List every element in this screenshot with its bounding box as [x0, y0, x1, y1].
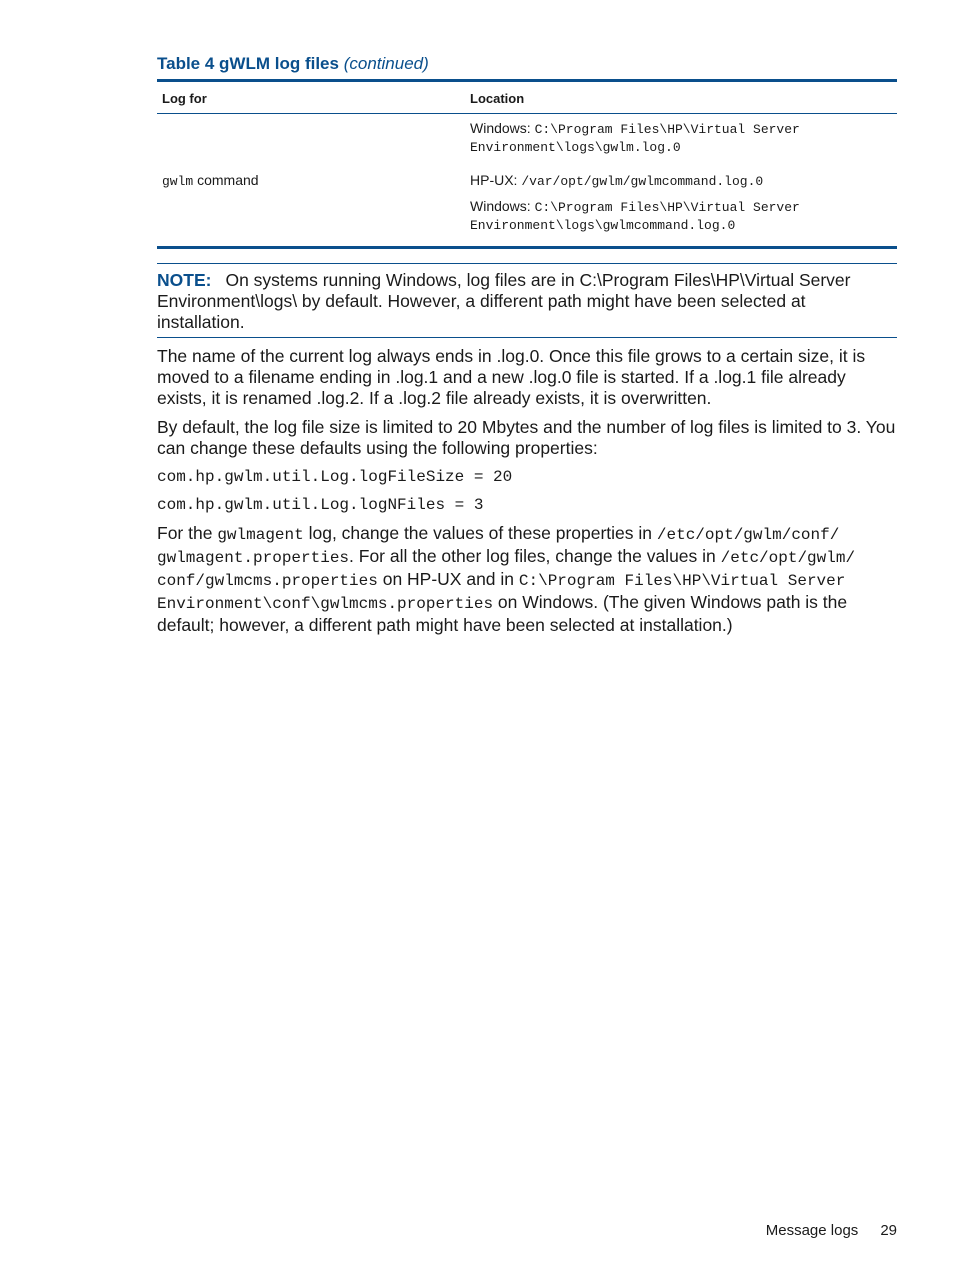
location-label: Windows: — [470, 198, 531, 214]
paragraph-defaults: By default, the log file size is limited to 20 Mbytes and the number of log files is limited to 3. You can change these defaults using the following properties: — [157, 417, 896, 458]
paragraph-properties-location — [157, 523, 897, 636]
log-for-text: command — [193, 172, 259, 188]
table-caption-title: Table 4 gWLM log files — [157, 54, 339, 73]
footer-section: Message logs — [765, 1222, 859, 1239]
table-caption — [157, 54, 897, 74]
code-run: /etc/opt/gwlm/conf/ gwlmagent.properties — [157, 526, 840, 567]
page-number: 29 — [880, 1222, 897, 1239]
paragraph-log-rotation: The name of the current log always ends in .log.0. Once this file grows to a certain size, it is moved to a filename ending in .log.1 and a new .log.0 file is started. If a .log.1 file already exists, it is renamed .log.2. If a .log.2 file already exists, it is overwritten. — [157, 346, 866, 408]
location-path: /var/opt/gwlm/gwlmcommand.log.0 — [521, 174, 764, 189]
code-log-n-files: com.hp.gwlm.util.Log.logNFiles = 3 — [157, 496, 484, 514]
table-header-row — [157, 81, 897, 114]
log-files-table — [157, 79, 897, 249]
note-text: On systems running Windows, log files are in C:\Program Files\HP\Virtual Server Environment\logs\ by default. However, a different path might have been selected at installation. — [157, 270, 851, 332]
cell-log-for — [157, 114, 465, 169]
table-row — [157, 168, 897, 248]
location-path: C:\Program Files\HP\Virtual Server Environment\logs\gwlm.log.0 — [470, 122, 800, 155]
header-log-for: Log for — [162, 91, 207, 106]
cell-log-for — [157, 168, 465, 248]
code-run: gwlmagent — [217, 526, 304, 544]
text-run: on Windows. (The given Windows path is the default; however, a different path might have been selected at installation.) — [157, 592, 848, 635]
code-log-file-size: com.hp.gwlm.util.Log.logFileSize = 20 — [157, 468, 513, 486]
page-content — [157, 54, 897, 642]
text-run: For the — [157, 523, 218, 543]
text-run: log, change the values of these properties in — [303, 523, 657, 543]
table-row — [157, 114, 897, 169]
location-line — [470, 172, 892, 190]
note-label: NOTE: — [157, 270, 212, 290]
location-label: HP-UX: — [470, 172, 518, 188]
header-location: Location — [470, 91, 525, 106]
text-run: on HP-UX and in — [377, 569, 519, 589]
location-path: C:\Program Files\HP\Virtual Server Environment\logs\gwlmcommand.log.0 — [470, 200, 800, 233]
location-label: Windows: — [470, 120, 531, 136]
location-line — [470, 198, 892, 234]
location-line — [470, 120, 892, 156]
cell-location — [465, 114, 897, 169]
note-box — [157, 263, 897, 338]
code-run: C:\Program Files\HP\Virtual Server Environment\conf\gwlmcms.properties — [157, 572, 846, 613]
cell-location — [465, 168, 897, 248]
log-for-code: gwlm — [162, 174, 194, 189]
table-caption-continued: (continued) — [343, 54, 429, 73]
text-run: . For all the other log files, change the values in — [349, 546, 721, 566]
code-run: /etc/opt/gwlm/ conf/gwlmcms.properties — [157, 549, 856, 590]
page-footer — [766, 1222, 897, 1239]
